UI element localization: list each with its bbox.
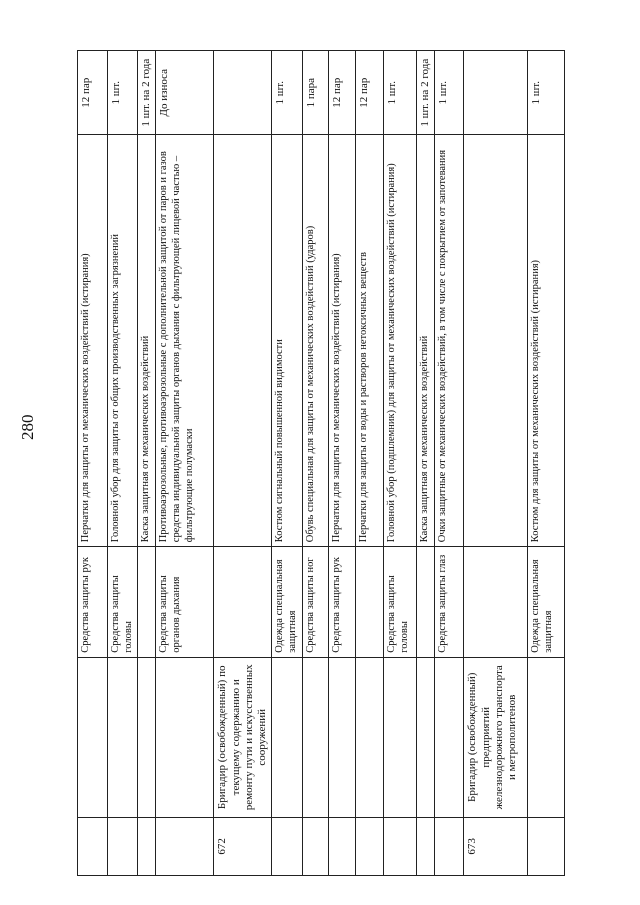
row-number [156,817,214,875]
ppe-category: Средства защиты глаз [435,547,464,658]
table-row [435,51,464,876]
table-row [78,51,108,876]
row-number [384,817,417,875]
table-row [329,51,356,876]
ppe-item: Головной убор (подшлемник) для защиты от механических воздействий (истирания) [384,135,417,547]
row-number: 672 [214,817,272,875]
table-row [156,51,214,876]
profession-name [78,657,108,817]
profession-name [528,657,565,817]
ppe-category: Средства защиты рук [329,547,356,658]
ppe-category [138,547,156,658]
ppe-quantity [464,51,528,135]
profession-name [272,657,303,817]
ppe-item: Перчатки для защиты от механических воздействий (истирания) [329,135,356,547]
ppe-category: Одежда специальная защитная [528,547,565,658]
profession-name [356,657,384,817]
table-row [108,51,138,876]
row-number: 673 [464,817,528,875]
ppe-item: Перчатки для защиты от механических воздействий (истирания) [78,135,108,547]
profession-name: Бригадир (освобожденный) предприятий железнодорожного транспорта и метрополитенов [464,657,528,817]
profession-name [108,657,138,817]
ppe-item: Перчатки для защиты от воды и растворов нетоксичных веществ [356,135,384,547]
ppe-item: Головной убор для защиты от общих производственных загрязнений [108,135,138,547]
row-number [78,817,108,875]
table-row [356,51,384,876]
table-row [528,51,565,876]
ppe-category [356,547,384,658]
ppe-item: Костюм для защиты от механических воздействий (истирания) [528,135,565,547]
ppe-category: Средства защиты головы [384,547,417,658]
table-row [417,51,435,876]
ppe-quantity: 1 шт. [384,51,417,135]
ppe-category: Средства защиты рук [78,547,108,658]
ppe-quantity: 12 пар [356,51,384,135]
ppe-category [417,547,435,658]
row-number [138,817,156,875]
ppe-item: Каска защитная от механических воздействий [417,135,435,547]
row-number [528,817,565,875]
table-row [272,51,303,876]
ppe-item [464,135,528,547]
ppe-quantity: 12 пар [329,51,356,135]
ppe-category: Средства защиты головы [108,547,138,658]
ppe-category: Одежда специальная защитная [272,547,303,658]
row-number [108,817,138,875]
profession-name [384,657,417,817]
ppe-quantity: 1 шт. [435,51,464,135]
row-number [417,817,435,875]
row-number [272,817,303,875]
row-number [303,817,329,875]
profession-name [417,657,435,817]
ppe-category [464,547,528,658]
rotated-table-container [77,50,554,876]
ppe-category: Средства защиты органов дыхания [156,547,214,658]
profession-name [303,657,329,817]
ppe-item: Каска защитная от механических воздействий [138,135,156,547]
page-number: 280 [18,414,37,440]
ppe-quantity: 1 шт. [528,51,565,135]
ppe-quantity: 1 шт. на 2 года [138,51,156,135]
ppe-item: Обувь специальная для защиты от механических воздействий (ударов) [303,135,329,547]
ppe-item [214,135,272,547]
table-row [384,51,417,876]
profession-name: Бригадир (освобожденный) по текущему содержанию и ремонту пути и искусственных сооружений [214,657,272,817]
profession-name [329,657,356,817]
table-row [138,51,156,876]
ppe-quantity: 1 шт. на 2 года [417,51,435,135]
row-number [329,817,356,875]
ppe-quantity: 1 шт. [272,51,303,135]
table-row [214,51,272,876]
ppe-quantity: 12 пар [78,51,108,135]
ppe-item: Костюм сигнальный повышенной видимости [272,135,303,547]
profession-name [138,657,156,817]
ppe-item: Очки защитные от механических воздействий, в том числе с покрытием от запотевания [435,135,464,547]
ppe-category: Средства защиты ног [303,547,329,658]
ppe-quantity: До износа [156,51,214,135]
row-number [435,817,464,875]
ppe-category [214,547,272,658]
table-row [303,51,329,876]
profession-name [435,657,464,817]
profession-name [156,657,214,817]
ppe-norms-table [77,50,565,876]
row-number [356,817,384,875]
ppe-quantity: 1 шт. [108,51,138,135]
ppe-quantity: 1 пара [303,51,329,135]
ppe-item: Противоаэрозольные, противоаэрозольные с дополнительной защитой от паров и газов средства индивидуальной защиты органов дыхания с фильтрующей лицевой частью – фильтрующие полумаски [156,135,214,547]
table-row [464,51,528,876]
ppe-quantity [214,51,272,135]
